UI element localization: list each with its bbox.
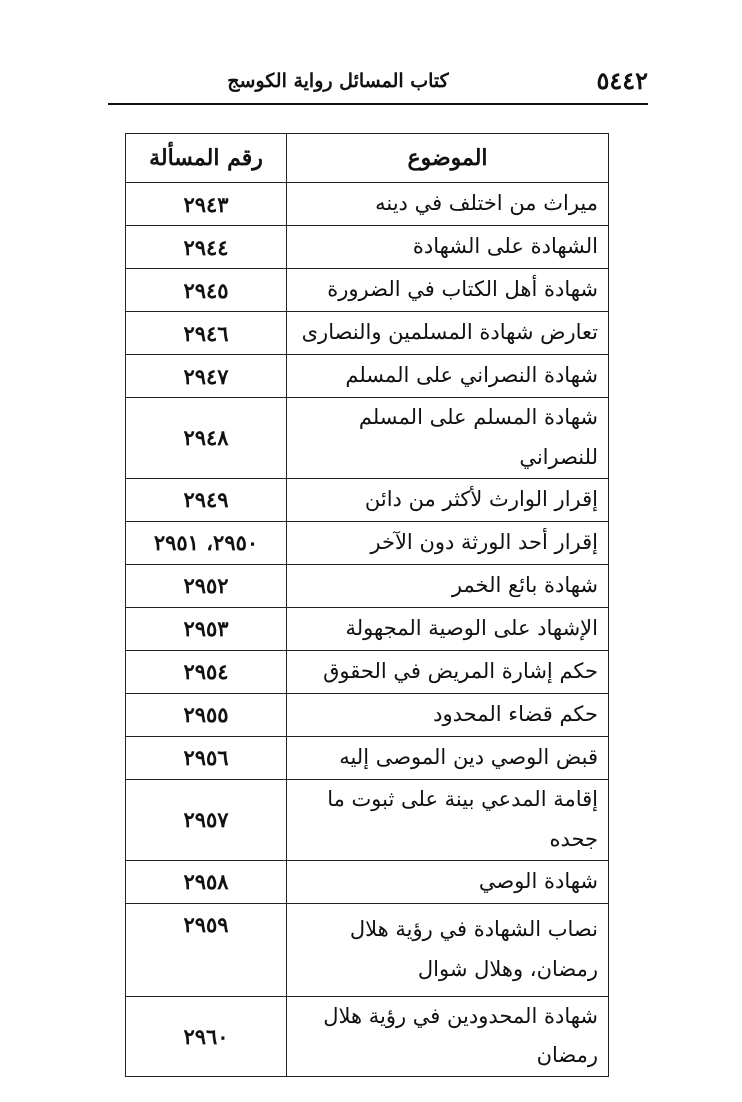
table-row (126, 903, 609, 996)
table-row (126, 564, 609, 607)
topic-cell: إقرار أحد الورثة دون الآخر (287, 521, 609, 564)
table-row (126, 996, 609, 1077)
topic-cell: نصاب الشهادة في رؤية هلال رمضان، وهلال شوال (287, 903, 609, 996)
issue-number-cell: ٢٩٤٧ (126, 355, 287, 398)
table-row (126, 226, 609, 269)
topic-cell: شهادة المحدودين في رؤية هلال رمضان (287, 996, 609, 1077)
index-table (125, 133, 609, 1077)
topic-cell: تعارض شهادة المسلمين والنصارى (287, 312, 609, 355)
table-row (126, 860, 609, 903)
topic-cell: الشهادة على الشهادة (287, 226, 609, 269)
table-row (126, 355, 609, 398)
issue-number-cell: ٢٩٥٢ (126, 564, 287, 607)
table-header-row (126, 134, 609, 183)
page-header (108, 64, 648, 102)
topic-cell: ميراث من اختلف في دينه (287, 183, 609, 226)
issue-number-cell: ٢٩٥٧ (126, 779, 287, 860)
topic-cell: الإشهاد على الوصية المجهولة (287, 607, 609, 650)
table-row (126, 521, 609, 564)
table-row (126, 650, 609, 693)
topic-cell: شهادة النصراني على المسلم (287, 355, 609, 398)
issue-number-cell: ٢٩٥٩ (126, 903, 287, 996)
table-row (126, 607, 609, 650)
topic-cell: قبض الوصي دين الموصى إليه (287, 736, 609, 779)
topic-cell: إقامة المدعي بينة على ثبوت ما جحده (287, 779, 609, 860)
topic-cell: شهادة بائع الخمر (287, 564, 609, 607)
book-title: كتاب المسائل رواية الكوسج (227, 70, 449, 92)
issue-number-cell: ٢٩٤٣ (126, 183, 287, 226)
issue-number-cell: ٢٩٤٥ (126, 269, 287, 312)
topic-column-header: الموضوع (287, 134, 609, 183)
table-row (126, 478, 609, 521)
issue-number-cell: ٢٩٦٠ (126, 996, 287, 1077)
issue-number-cell: ٢٩٥٥ (126, 693, 287, 736)
topic-cell: إقرار الوارث لأكثر من دائن (287, 478, 609, 521)
issue-number-cell: ٢٩٤٩ (126, 478, 287, 521)
issue-number-cell: ٢٩٥٦ (126, 736, 287, 779)
issue-number-cell: ٢٩٤٨ (126, 398, 287, 479)
topic-cell: شهادة الوصي (287, 860, 609, 903)
topic-cell: شهادة أهل الكتاب في الضرورة (287, 269, 609, 312)
table-row (126, 693, 609, 736)
issue-number-cell: ٢٩٤٤ (126, 226, 287, 269)
table-row (126, 312, 609, 355)
table-row (126, 398, 609, 479)
issue-number-cell: ٢٩٤٦ (126, 312, 287, 355)
topic-cell: حكم قضاء المحدود (287, 693, 609, 736)
table-row (126, 736, 609, 779)
number-column-header: رقم المسألة (126, 134, 287, 183)
topic-cell: شهادة المسلم على المسلم للنصراني (287, 398, 609, 479)
table-row (126, 269, 609, 312)
issue-number-cell: ٢٩٥٠، ٢٩٥١ (126, 521, 287, 564)
issue-number-cell: ٢٩٥٨ (126, 860, 287, 903)
issue-number-cell: ٢٩٥٤ (126, 650, 287, 693)
page-number: ٥٤٤٢ (596, 66, 648, 95)
topic-cell: حكم إشارة المريض في الحقوق (287, 650, 609, 693)
header-divider (108, 103, 648, 105)
table-row (126, 183, 609, 226)
table-row (126, 779, 609, 860)
issue-number-cell: ٢٩٥٣ (126, 607, 287, 650)
